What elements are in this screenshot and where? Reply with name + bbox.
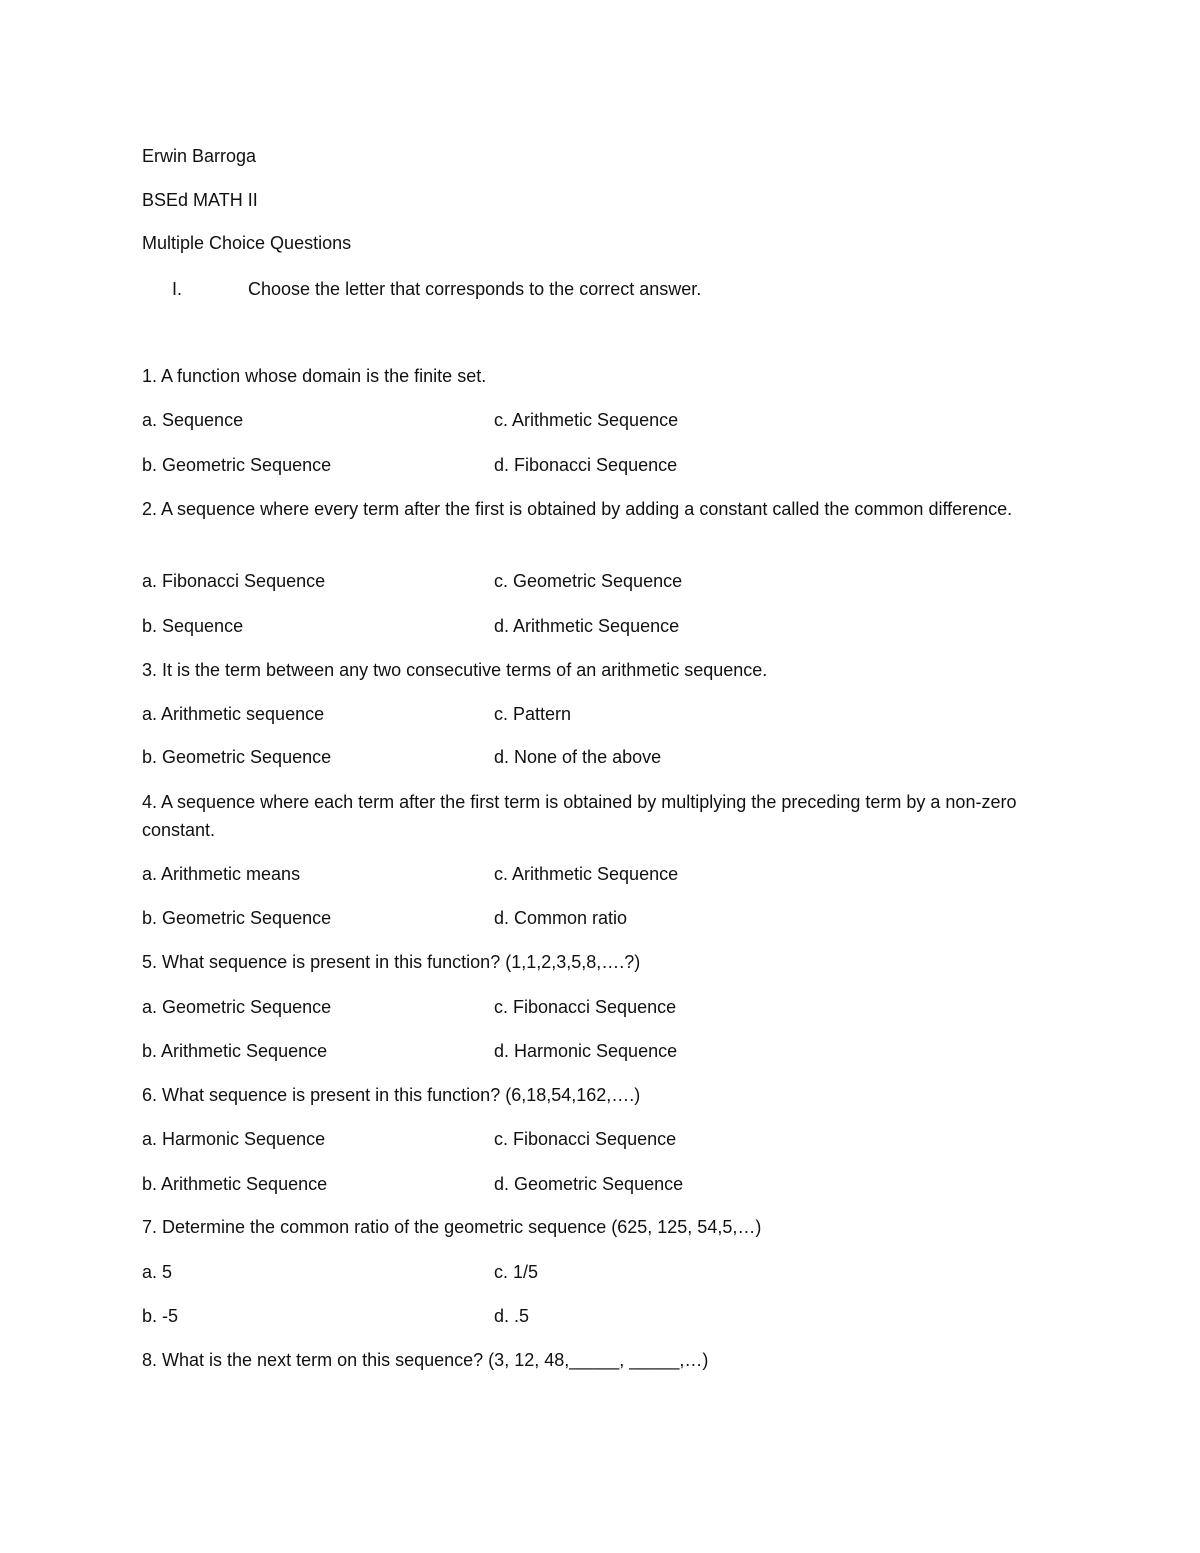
choice-b: b. Geometric Sequence	[142, 908, 332, 928]
choice-b: b. Arithmetic Sequence	[142, 1174, 328, 1194]
choice-b: b. Arithmetic Sequence	[142, 1041, 328, 1061]
choice-c: c. Arithmetic Sequence	[494, 410, 679, 430]
instruction-text: Choose the letter that corresponds to the correct answer.	[248, 279, 702, 299]
choice-d: d. Common ratio	[494, 908, 628, 928]
choice-b: b. Geometric Sequence	[142, 455, 332, 475]
choice-b: b. Geometric Sequence	[142, 747, 332, 767]
choice-b: b. Sequence	[142, 616, 244, 636]
choice-b: b. -5	[142, 1306, 179, 1326]
choice-d: d. Arithmetic Sequence	[494, 616, 680, 636]
instruction-numeral: I.	[172, 279, 183, 299]
question-text: 4. A sequence where each term after the first term is obtained by multiplying the preceding term by a non-zero constant.	[142, 792, 1017, 840]
course-label: BSEd MATH II	[142, 190, 258, 210]
choice-d: d. Geometric Sequence	[494, 1174, 684, 1194]
choice-c: c. 1/5	[494, 1262, 539, 1282]
choice-a: a. 5	[142, 1262, 173, 1282]
question-text: 2. A sequence where every term after the first is obtained by adding a constant called the common difference.	[142, 499, 1013, 519]
choice-a: a. Arithmetic sequence	[142, 704, 325, 724]
question-text: 3. It is the term between any two consecutive terms of an arithmetic sequence.	[142, 660, 768, 680]
choice-a: a. Fibonacci Sequence	[142, 571, 326, 591]
choice-d: d. None of the above	[494, 747, 662, 767]
question-text: 8. What is the next term on this sequence? (3, 12, 48,_____, _____,…)	[142, 1350, 709, 1370]
question-text: 7. Determine the common ratio of the geometric sequence (625, 125, 54,5,…)	[142, 1217, 762, 1237]
choice-a: a. Geometric Sequence	[142, 997, 332, 1017]
author-name: Erwin Barroga	[142, 146, 257, 166]
question-text: 5. What sequence is present in this function? (1,1,2,3,5,8,….?)	[142, 952, 641, 972]
question-text: 1. A function whose domain is the finite set.	[142, 366, 487, 386]
choice-c: c. Fibonacci Sequence	[494, 997, 677, 1017]
question-text: 6. What sequence is present in this function? (6,18,54,162,….)	[142, 1085, 641, 1105]
choice-c: c. Pattern	[494, 704, 572, 724]
choice-a: a. Harmonic Sequence	[142, 1129, 326, 1149]
choice-d: d. Fibonacci Sequence	[494, 455, 678, 475]
choice-c: c. Fibonacci Sequence	[494, 1129, 677, 1149]
choice-d: d. Harmonic Sequence	[494, 1041, 678, 1061]
choice-a: a. Sequence	[142, 410, 244, 430]
choice-a: a. Arithmetic means	[142, 864, 301, 884]
choice-d: d. .5	[494, 1306, 530, 1326]
choice-c: c. Geometric Sequence	[494, 571, 683, 591]
choice-c: c. Arithmetic Sequence	[494, 864, 679, 884]
page-title: Multiple Choice Questions	[142, 233, 352, 253]
